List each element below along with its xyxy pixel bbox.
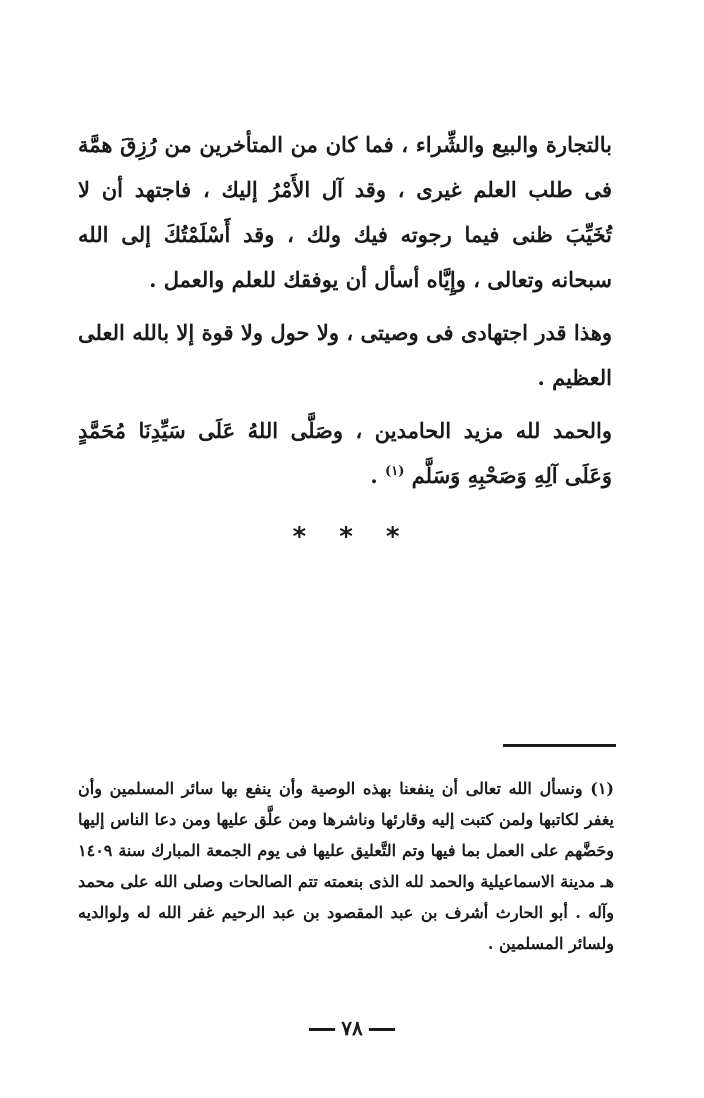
footnote-reference: (١)	[385, 464, 405, 479]
paragraph-3-text: والحمد لله مزيد الحامدين ، وصَلَّى اللهُ عَلَى سَيِّدِنَا مُحَمَّدٍ وَعَلَى آلِهِ وَصَحْبِهِ وَسَلَّم	[78, 418, 612, 488]
footnote-text: (١) ونسأل الله تعالى أن ينفعنا بهذه الوصية وأن ينفع بها سائر المسلمين وأن يغفر لكاتبها ولمن كتبت إليه وقارئها وناشرها ومن علَّق عليها ومن دعا الناس إليها وحَضَّهم على العمل بما فيها وتم التَّعليق عليها فى يوم الجمعة المبارك سنة ١٤٠٩ هـ مدينة الاسماعيلية والحمد لله الذى بنعمته تتم الصالحات وصلى الله على محمد وآله . أبو الحارث أشرف بن عبد المقصود بن عبد الرحيم غفر الله له ولوالديه ولسائر المسلمين .	[78, 779, 614, 953]
paragraph-1: بالتجارة والبيع والشِّراء ، فما كان من المتأخرين من رُزِقَ همَّة فى طلب العلم غيرى ، وقد آل الأَمْرُ إليك ، فاجتهد أن لا تُخَيِّبَ ظنى فيما رجوته فيك ولك ، وقد أَسْلَمْتُكَ إلى الله سبحانه وتعالى ، وإِيَّاه أسأل أن يوفقك للعلم والعمل .	[78, 132, 612, 292]
section-separator: * * *	[292, 522, 412, 552]
footnote-divider	[503, 744, 616, 747]
paragraph-2: وهذا قدر اجتهادى فى وصيتى ، ولا حول ولا قوة إلا بالله العلى العظيم .	[78, 320, 612, 390]
page-number-value: ٧٨	[341, 1016, 363, 1040]
paragraph-3-end: .	[370, 463, 378, 488]
main-text	[78, 122, 612, 502]
page-number-dash-left	[309, 1028, 335, 1031]
paragraph-3	[78, 408, 612, 502]
page-number-dash-right	[369, 1028, 395, 1031]
footnote	[78, 773, 614, 959]
page-number	[0, 1016, 704, 1040]
